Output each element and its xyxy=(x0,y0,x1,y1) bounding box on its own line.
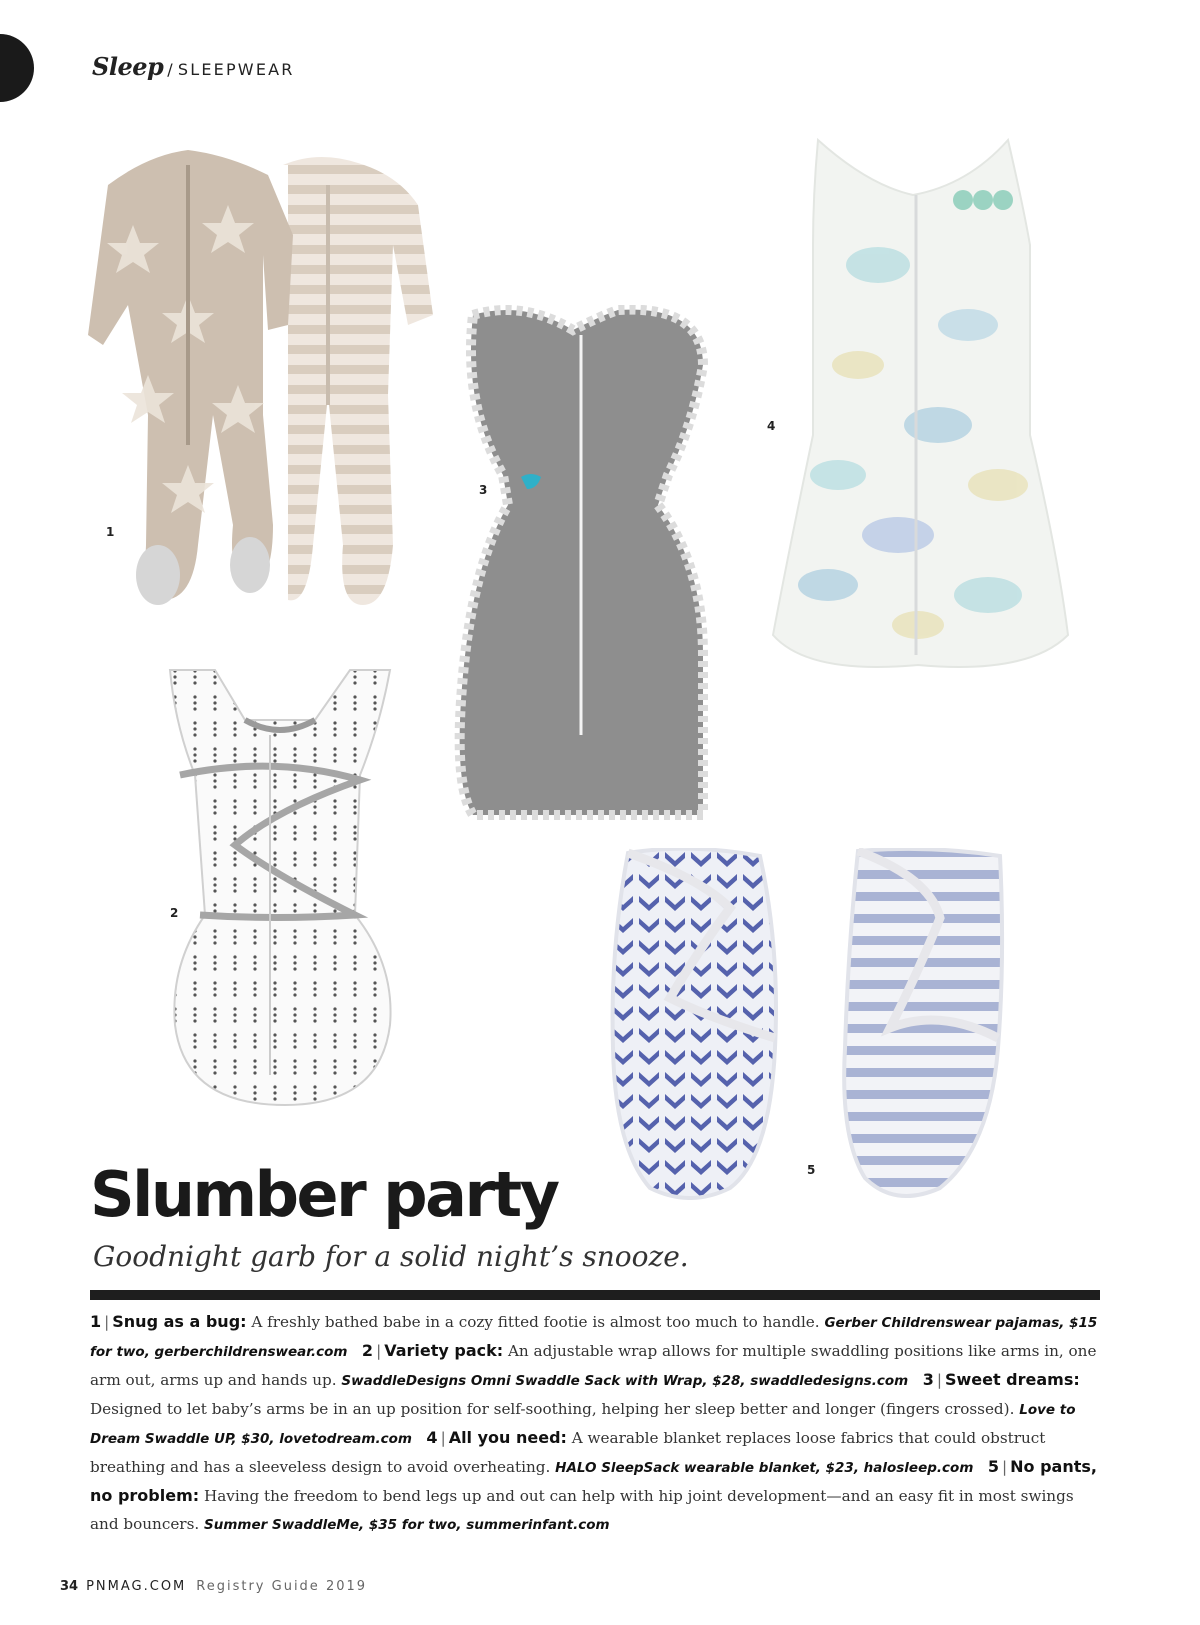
page-footer xyxy=(60,1579,367,1594)
entry-heading: All you need: xyxy=(448,1428,567,1447)
subsection-name: SLEEPWEAR xyxy=(177,60,295,79)
swaddle-sack-image xyxy=(165,665,395,1110)
section-tab-marker xyxy=(0,34,34,102)
product-number-2: 2 xyxy=(170,906,179,920)
swaddle-up-image xyxy=(453,305,718,830)
section-name: Sleep xyxy=(92,52,164,81)
entry-number: 5 xyxy=(987,1457,1000,1476)
entry-credit: SwaddleDesigns Omni Swaddle Sack with Wrap, $28, swaddledesigns.com xyxy=(341,1373,909,1389)
entry-heading: Sweet dreams: xyxy=(944,1370,1080,1389)
entry-credit: Gerber Childrenswear pajamas, $15 for two, gerberchildrenswear.com xyxy=(90,1315,1098,1360)
entry-divider: | xyxy=(1002,1458,1008,1476)
entry-credit: Love to Dream Swaddle UP, $30, lovetodream.com xyxy=(90,1402,1076,1447)
footer-site: PNMAG.COM xyxy=(86,1579,187,1594)
entry-text: An adjustable wrap allows for multiple swaddling positions like arms in, one arm out, arms up and hands up. xyxy=(90,1342,1097,1389)
entry-text: A wearable blanket replaces loose fabrics that could obstruct breathing and has a sleeveless design to avoid overheating. xyxy=(90,1429,1046,1476)
entry-credit: Summer SwaddleMe, $35 for two, summerinfant.com xyxy=(204,1517,610,1533)
entry-text: Designed to let baby’s arms be in an up position for self-soothing, helping her sleep better and longer (fingers crossed). xyxy=(90,1400,1020,1418)
title-rule xyxy=(90,1290,1100,1300)
product-descriptions xyxy=(90,1308,1102,1539)
page-title: Slumber party xyxy=(90,1158,558,1231)
footie-pajamas-image xyxy=(88,145,438,620)
entry-heading: No pants, no problem: xyxy=(90,1457,1097,1505)
swaddleme-image xyxy=(610,848,1010,1200)
footer-guide: Registry Guide 2019 xyxy=(196,1579,368,1594)
entry-number: 2 xyxy=(361,1341,374,1360)
entry-divider: | xyxy=(936,1371,942,1389)
page-subtitle: Goodnight garb for a solid night’s snooze. xyxy=(93,1240,689,1273)
product-number-1: 1 xyxy=(106,525,115,539)
entry-number: 4 xyxy=(426,1428,438,1447)
entry-text: Having the freedom to bend legs up and out can help with hip joint development—and an easy fit in most swings and bouncers. xyxy=(90,1487,1074,1533)
sleep-sack-image xyxy=(768,135,1078,680)
entry-heading: Snug as a bug: xyxy=(112,1312,247,1331)
section-header xyxy=(92,52,295,81)
header-separator: / xyxy=(167,60,175,79)
entry-number: 1 xyxy=(90,1312,102,1331)
product-number-3: 3 xyxy=(479,483,488,497)
entry-credit: HALO SleepSack wearable blanket, $23, halosleep.com xyxy=(555,1460,974,1476)
entry-divider: | xyxy=(440,1429,446,1447)
page-number: 34 xyxy=(60,1579,79,1594)
entry-number: 3 xyxy=(922,1370,934,1389)
entry-heading: Variety pack: xyxy=(384,1341,504,1360)
product-number-5: 5 xyxy=(807,1163,816,1177)
entry-divider: | xyxy=(104,1313,110,1331)
entry-text: A freshly bathed babe in a cozy fitted footie is almost too much to handle. xyxy=(246,1313,825,1331)
entry-divider: | xyxy=(376,1342,382,1360)
product-number-4: 4 xyxy=(767,419,776,433)
